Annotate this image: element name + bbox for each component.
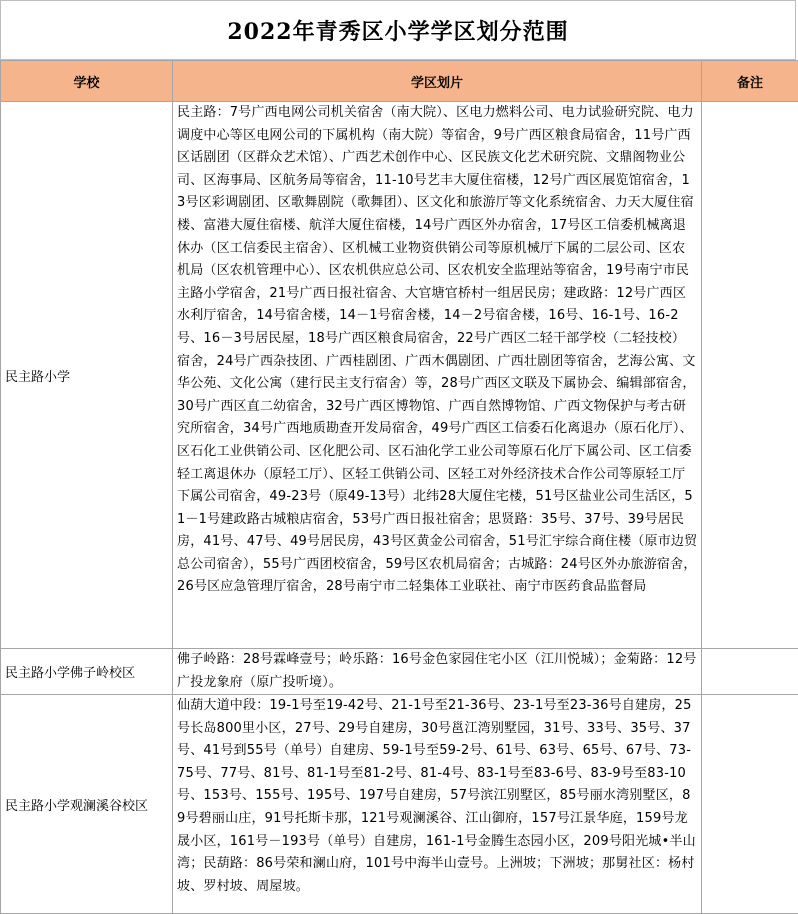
- zone-text: 民主路：7号广西电网公司机关宿舍（南大院）、区电力燃料公司、电力试验研究院、电力调度中心等区电网公司的下属机构（南大院）等宿舍，9号广西区粮食局宿舍，11号广西区话剧团（区群众艺术馆）、广西艺术创作中心、区民族文化艺术研究院、文鼎阁物业公司、区海事局、区航务局等宿舍，11-10号艺丰大厦住宿楼，12号广西区展览馆宿舍，13号区彩调剧团、区歌舞剧院（歌舞团）、区文化和旅游厅等文化系统宿舍、力天大厦住宿楼、富港大厦住宿楼、航洋大厦住宿楼，14号广西区外办宿舍，17号区工信委机械离退休办（区工信委民主宿舍）、区机械工业物资供销公司等原机械厅下属的二层公司、区农机局（区农机管理中心）、区农机供应总公司、区农机安全监理站等宿舍，19号南宁市民主路小学宿舍，21号广西日报社宿舍、大官塘官桥村一组居民房；建政路：12号广西区水利厅宿舍，14号宿舍楼，14－1号宿舍楼，14－2号宿舍楼，16号、16-1号、16-2号、16－3号居民屋，18号广西区粮食局宿舍，22号广西区二轻干部学校（二轻技校）宿舍，24号广西杂技团、广西桂剧团、广西木偶剧团、广西壮剧团等宿舍，艺海公寓、文华公苑、文化公寓（建行民主支行宿舍）等，28号广西区文联及下属协会、编辑部宿舍，30号广西区直二幼宿舍，32号广西区博物馆、广西自然博物馆、广西文物保护与考古研究所宿舍，34号广西地质勘查开发局宿舍，49号广西区工信委石化离退办（原石化厅）、区石化工业供销公司、区化肥公司、区石油化学工业公司等原石化厅下属公司、区工信委轻工离退休办（原轻工厅）、区轻工供销公司、区轻工对外经济技术合作公司等原轻工厅下属公司宿舍，49-23号（原49-13号）北纬28大厦住宅楼，51号区盐业公司生活区，51－1号建政路古城粮店宿舍，53号广西日报社宿舍；思贤路：35号、37号、39号居民房，41号、47号、49号居民房，43号区黄金公司宿舍，51号汇宇综合商住楼（原市边贸总公司宿舍），55号广西团校宿舍，59号区农机局宿舍；古城路：24号区外办旅游宿舍，26号区应急管理厅宿舍，28号南宁市二轻集体工业联社、南宁市医药食品监督局: [177, 102, 698, 648]
- note-cell: [702, 695, 798, 914]
- table-row: [1, 695, 798, 914]
- school-name: 民主路小学观澜溪谷校区: [1, 695, 173, 914]
- school-name: 民主路小学: [1, 102, 173, 649]
- header-school: 学校: [1, 61, 173, 102]
- note-cell: [702, 102, 798, 649]
- page-title: 2022年青秀区小学学区划分范围: [0, 0, 796, 60]
- zone-description: [173, 695, 702, 914]
- table-row: [1, 649, 798, 695]
- school-name: 民主路小学佛子岭校区: [1, 649, 173, 695]
- zone-description: [173, 649, 702, 695]
- zone-description: [173, 102, 702, 649]
- district-table: [0, 60, 798, 914]
- zone-text: 佛子岭路：28号霖峰壹号；岭乐路：16号金色家园住宅小区（江川悦城）；金菊路：12号广投龙象府（原广投听境）。: [177, 649, 698, 694]
- header-row: [1, 61, 798, 102]
- table-row: [1, 102, 798, 649]
- header-zone: 学区划片: [173, 61, 702, 102]
- zone-text: 仙葫大道中段：19-1号至19-42号、21-1号至21-36号、23-1号至23-36号自建房，25号长岛800里小区，27号、29号自建房，30号邕江湾别墅园，31号、33号、35号、37号、41号到55号（单号）自建房、59-1号至59-2号、61号、63号、65号、67号、73-75号、77号、81号、81-1号至81-2号、81-4号、83-1号至83-6号、83-9号至83-10号、153号、155号、195号、197号自建房，57号滨江别墅区，85号丽水湾别墅区，89号碧丽山庄，91号托斯卡那，121号观澜溪谷、江山御府，157号江景华庭，159号龙晟小区，161号－193号（单号）自建房，161-1号金腾生态园小区，209号阳光城•半山湾；民葫路：86号荣和澜山府，101号中海半山壹号。上洲坡；下洲坡；那舅社区：杨村坡、罗村坡、周屋坡。: [177, 695, 698, 913]
- header-note: 备注: [702, 61, 798, 102]
- note-cell: [702, 649, 798, 695]
